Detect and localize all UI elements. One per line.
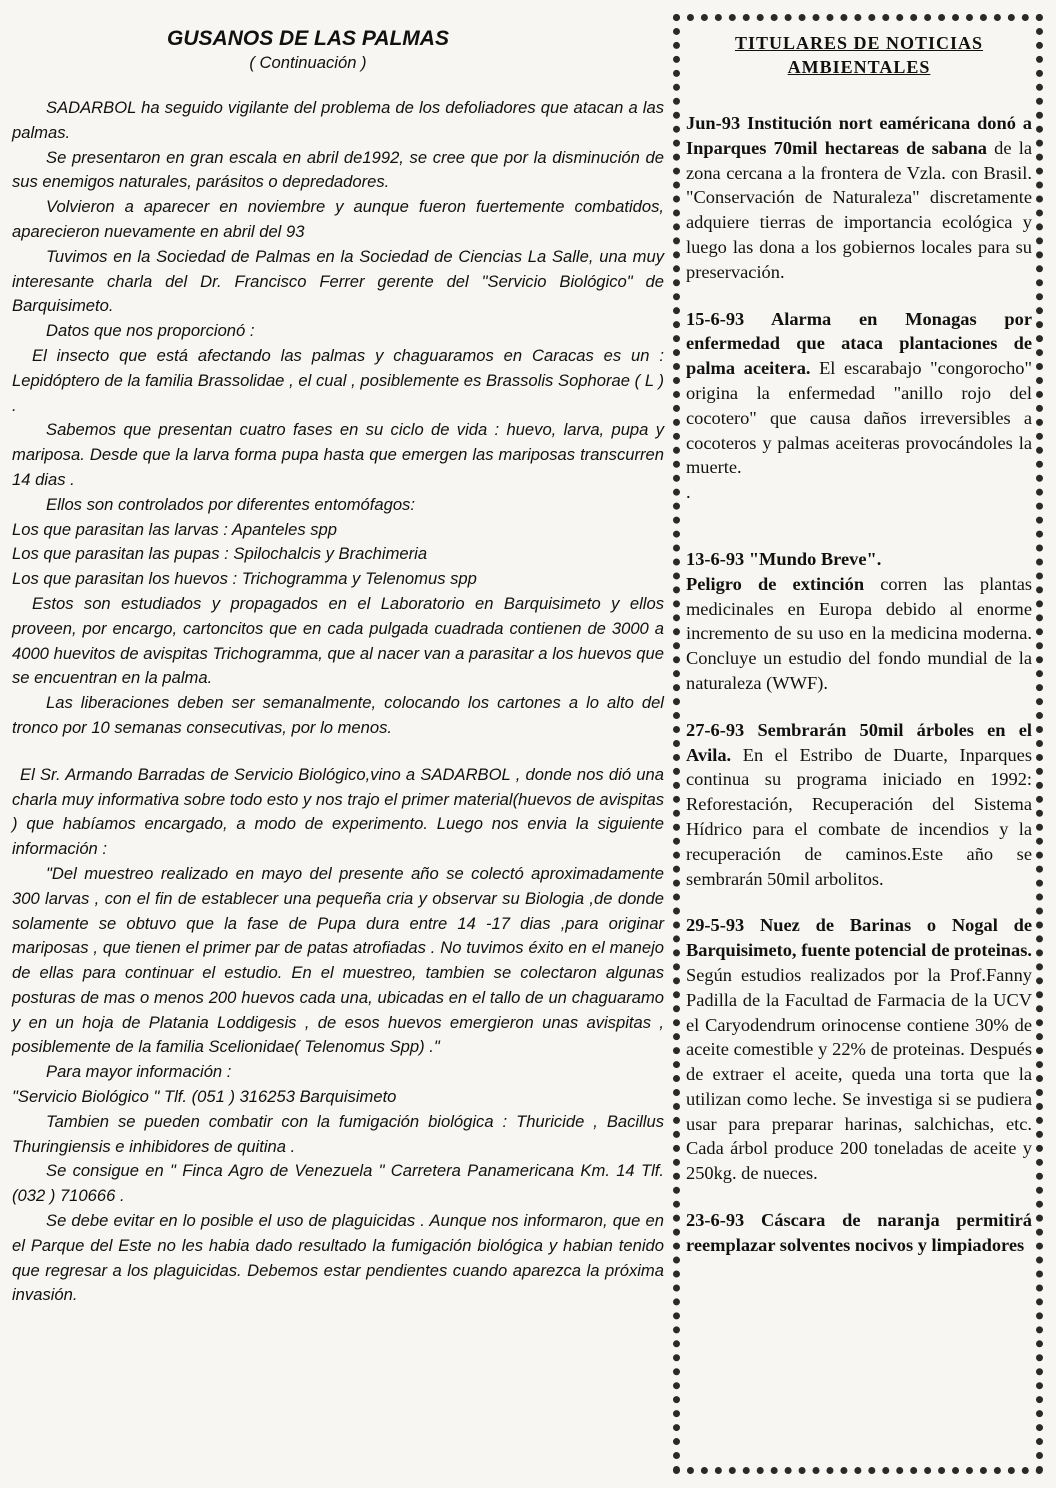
article-subtitle: ( Continuación ) [249,53,367,72]
news-headline: 29-5-93 Nuez de Barinas o Nogal de Barquisimeto, fuente potencial de proteinas. [686,915,1032,961]
news-body: corren las plantas medicinales en Europa debido al enorme incremento de su uso en la medicina moderna. Concluye un estudio del fondo mundial de la naturaleza (WWF). [686,573,1033,693]
article-title: GUSANOS DE LAS PALMAS [167,27,449,50]
article-paragraph: Datos que nos proporcionó : [46,321,255,341]
article-paragraph: SADARBOL ha seguido vigilante del problema de los defoliadores que atacan a las palmas. [12,98,664,142]
article-paragraph: Tambien se pueden combatir con la fumigación biológica : Thuricide , Bacillus Thuringiensis e inhibidores de quitina . [12,1111,664,1156]
news-item [686,111,1032,285]
article-paragraph: Se consigue en " Finca Agro de Venezuela " Carretera Panamericana Km. 14 Tlf. (032 ) 710666 . [12,1161,664,1206]
news-body: El escarabajo "congorocho" origina la enfermedad "anillo rojo del cocotero" que causa daños irreversibles a cocoteros y palmas aceiteras provocándoles la muerte. [686,358,1032,478]
news-headline: 27-6-93 Sembrarán 50mil árboles en el Avila. [686,719,1032,765]
contact-line: "Servicio Biológico " Tlf. (051 ) 316253 Barquisimeto [12,1087,397,1107]
article-paragraph: Ellos son controlados por diferentes entomófagos: [46,494,415,514]
article-column [12,26,664,1308]
article-paragraph: Se presentaron en gran escala en abril de1992, se cree que por la disminución de sus enemigos naturales, parásitos o depredadores. [12,147,664,192]
parasite-list-item: Los que parasitan las pupas : Spilochalcis y Brachimeria [12,544,428,564]
news-sidebar-box [673,14,1043,1474]
article-paragraph: El Sr. Armando Barradas de Servicio Biológico,vino a SADARBOL , donde nos dió una charla muy informativa sobre todo esto y nos trajo el primer material(huevos de avispitas ) que habíamos encargado, a modo de experimento. Luego nos envia la siguiente información : [12,764,664,859]
news-headline: 15-6-93 Alarma en Monagas por enfermedad que ataca plantaciones de palma aceitera. [686,308,1032,379]
article-paragraph: Sabemos que presentan cuatro fases en su ciclo de vida : huevo, larva, pupa y mariposa. Desde que la larva forma pupa hasta que emergen las mariposas transcurren 14 dias . [12,420,664,489]
news-body: de la zona cercana a la frontera de Vzla. con Brasil. "Conservación de Naturaleza" discretamente adquiere tierras de importancia ecológica y luego las dona a los gobiernos locales para su preservación. [686,137,1033,282]
parasite-list-item: Los que parasitan los huevos : Trichogramma y Telenomus spp [12,569,477,589]
article-paragraph: Estos son estudiados y propagados en el Laboratorio en Barquisimeto y ellos proveen, por encargo, cartoncitos que en cada pulgada cuadrada contienen de 3000 a 4000 huevitos de avispitas Trichogramma, que al nacer van a parasitar a los huevos que se encuentran en la palma. [12,593,664,688]
article-paragraph: Las liberaciones deben ser semanalmente, colocando los cartones a lo alto del tronco por 10 semanas consecutivas, por lo menos. [12,693,664,737]
quoted-report: "Del muestreo realizado en mayo del presente año se colectó aproximadamente 300 larvas , con el fin de establecer una pequeña cria y observar su Biologia ,de donde solamente se obtuvo que la fase de Pupa dura entre 14 -17 dias ,para originar mariposas , que tienen el primer par de patas atrofiadas . No tuvimos éxito en el manejo de ellas para continuar el estudio. En el muestreo, tambien se colectaron algunas posturas de mas o menos 200 huevos cada una, ubicadas en el tallo de un chaguaramo y en un hoja de Platania Loddigesis , de esos huevos emergieron unas avispitas , posiblemente de la familia Scelionidae( Telenomus Spp) ." [12,863,664,1057]
sidebar-heading-line1: TITULARES DE NOTICIAS [734,33,984,53]
news-subheadline: Peligro de extinción [686,573,865,594]
article-paragraph: Tuvimos en la Sociedad de Palmas en la Sociedad de Ciencias La Salle, una muy interesante charla del Dr. Francisco Ferrer gerente del "Servicio Biológico" de Barquisimeto. [12,246,664,316]
news-item [686,913,1032,1186]
parasite-list-item: Los que parasitan las larvas : Apanteles spp [12,519,338,539]
news-body: Según estudios realizados por la Prof.Fanny Padilla de la Facultad de Farmacia de la UCV el Caryodendrum orinocense contiene 30% de aceite comestible y 22% de proteinas. Después de extraer el aceite, queda una torta que la utilizan como leche. Se investiga si se pudiera usar para preparar harinas, salchichas, etc. Cada árbol produce 200 toneladas de aceite y 250kg. de nueces. [686,964,1032,1184]
article-paragraph: El insecto que está afectando las palmas y chaguaramos en Caracas es un : Lepidóptero de la familia Brassolidae , el cual , posiblemente es Brassolis Sophorae ( L ) . [12,345,664,415]
news-headline: Jun-93 Institución nort eaméricana donó a Inparques 70mil hectareas de sabana [686,113,1032,158]
article-paragraph: Para mayor información : [46,1062,232,1082]
news-headline: 23-6-93 Cáscara de naranja permitirá reemplazar solventes nocivos y limpiadores [686,1210,1032,1255]
sidebar-heading-line2: AMBIENTALES [787,57,931,77]
news-item [686,547,1032,696]
sidebar-heading [686,31,1032,79]
news-body: En el Estribo de Duarte, Inparques continua su programa iniciado en 1992: Reforestación, Recuperación del Sistema Hídrico para el combate de incendios y la recuperación de caminos.Este año se sembrarán 50mil arbolitos. [686,744,1032,889]
article-paragraph: Se debe evitar en lo posible el uso de plaguicidas . Aunque nos informaron, que en el Parque del Este no les habia dado resultado la fumigación biológica y habian tenido que regresar a los plaguicidas. Debemos estar pendientes cuando aparezca la próxima invasión. [12,1211,664,1305]
article-paragraph: Volvieron a aparecer en noviembre y aunque fueron fuertemente combatidos, aparecieron nuevamente en abril del 93 [12,197,664,241]
news-item [686,1208,1032,1258]
news-headline: 13-6-93 "Mundo Breve". [686,548,882,569]
news-item [686,718,1032,892]
news-item [686,307,1032,481]
stray-dot: . [686,482,691,503]
